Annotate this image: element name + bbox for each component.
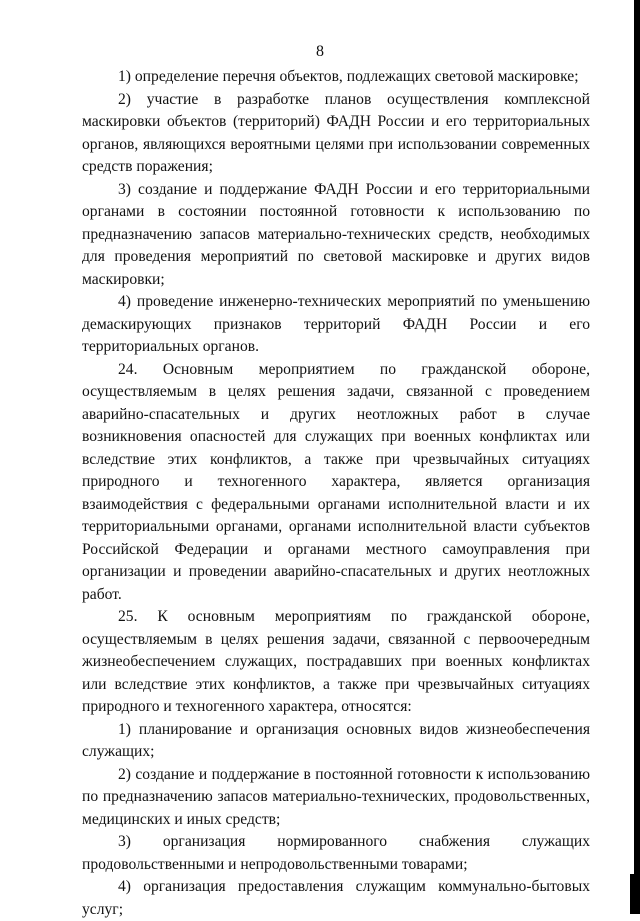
paragraph-25-item-1: 1) планирование и организация основных видов жизнеобеспечения служащих; xyxy=(82,720,590,760)
scan-corner-shadow xyxy=(630,874,640,914)
scan-edge-shadow xyxy=(634,0,640,914)
paragraph-25-item-3: 3) организация нормированного снабжения служащих продовольственными и непродовольственными товарами; xyxy=(82,833,590,873)
paragraph-25-item-4: 4) организация предоставления служащим коммунально-бытовых услуг; xyxy=(82,878,590,918)
paragraph-item-2: 2) участие в разработке планов осуществления комплексной маскировки объектов (территорий) ФАДН России и его территориальных органов, являющихся вероятными целями при использовании современных средств поражения; xyxy=(82,90,590,175)
document-body xyxy=(82,66,590,921)
paragraph-item-4: 4) проведение инженерно-технических мероприятий по уменьшению демаскирующих признаков территорий ФАДН России и его территориальных органов. xyxy=(82,293,590,355)
paragraph-25: 25. К основным мероприятиям по гражданской обороне, осуществляемым в целях решения задачи, связанной с первоочередным жизнеобеспечением служащих, пострадавших при военных конфликтах или вследствие этих конфликтов, а также при чрезвычайных ситуациях природного и техногенного характера, относятся: xyxy=(82,608,590,715)
paragraph-item-3: 3) создание и поддержание ФАДН России и его территориальными органами в состоянии постоянной готовности к использованию по предназначению запасов материально-технических средств, необходимых для проведения мероприятий по световой маскировке и других видов маскировки; xyxy=(82,180,590,288)
paragraph-item-1: 1) определение перечня объектов, подлежащих световой маскировке; xyxy=(118,68,579,85)
paragraph-24: 24. Основным мероприятием по гражданской обороне, осуществляемым в целях решения задачи, связанной с проведением аварийно-спасательных и других неотложных работ в случае возникновения опасностей для служащих при военных конфликтах или вследствие этих конфликтов, а также при чрезвычайных ситуациях природного и техногенного характера, является организация взаимодействия с федеральными органами исполнительной власти и их территориальными органами, органами исполнительной власти субъектов Российской Федерации и органами местного самоуправления при организации и проведении аварийно-спасательных и других неотложных работ. xyxy=(82,360,590,603)
page-number: 8 xyxy=(316,43,324,60)
paragraph-25-item-2: 2) создание и поддержание в постоянной готовности к использованию по предназначению запасов материально-технических, продовольственных, медицинских и иных средств; xyxy=(82,765,590,828)
